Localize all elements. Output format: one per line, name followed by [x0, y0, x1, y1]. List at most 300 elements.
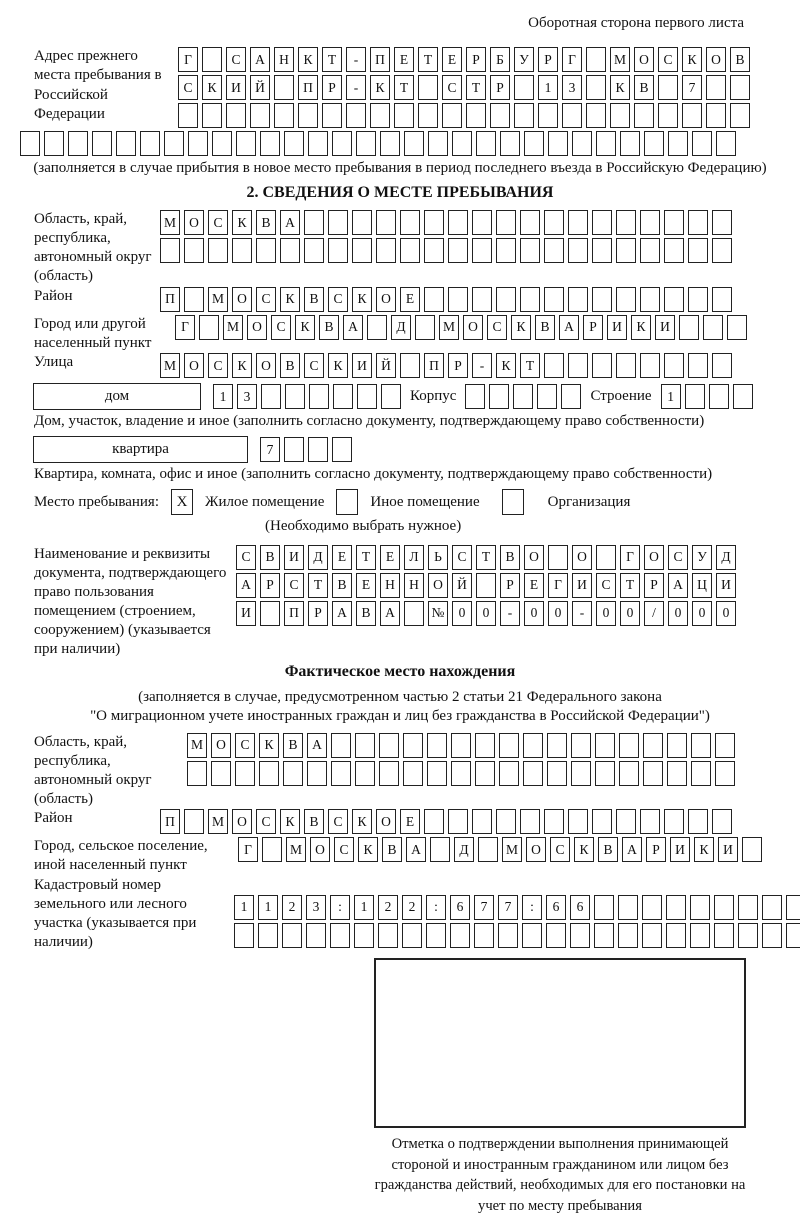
char-box — [544, 809, 564, 834]
option-label-inoe: Иное помещение — [370, 493, 480, 510]
char-box — [499, 761, 519, 786]
oblast-box-row-1 — [160, 210, 732, 235]
char-box: И — [716, 573, 736, 598]
char-box: К — [259, 733, 279, 758]
char-box — [199, 315, 219, 340]
dom-widebox: дом — [33, 383, 201, 410]
char-box: С — [208, 210, 228, 235]
char-box: П — [160, 809, 180, 834]
char-box — [226, 103, 246, 128]
char-box: С — [208, 353, 228, 378]
char-box: Е — [400, 809, 420, 834]
char-box — [544, 210, 564, 235]
char-box — [594, 895, 614, 920]
char-box — [524, 131, 544, 156]
char-box — [418, 75, 438, 100]
char-box: С — [304, 353, 324, 378]
char-box — [685, 384, 705, 409]
char-box — [328, 238, 348, 263]
char-box — [428, 131, 448, 156]
char-box: М — [160, 353, 180, 378]
char-box: В — [598, 837, 618, 862]
char-box — [184, 809, 204, 834]
char-box — [465, 384, 485, 409]
char-box — [568, 238, 588, 263]
char-box: 2 — [282, 895, 302, 920]
char-box: Г — [548, 573, 568, 598]
char-box: А — [307, 733, 327, 758]
char-box: Н — [404, 573, 424, 598]
char-box: С — [596, 573, 616, 598]
char-box: Е — [356, 573, 376, 598]
char-box: И — [236, 601, 256, 626]
char-box — [738, 923, 758, 948]
prev-address-label: Адрес прежнего места пребывания в Российской Федерации — [34, 48, 162, 122]
char-box — [280, 238, 300, 263]
kadastr-block — [20, 876, 780, 953]
char-box — [400, 210, 420, 235]
char-box — [448, 809, 468, 834]
stroenie-label: Строение — [590, 387, 652, 404]
char-box — [688, 238, 708, 263]
char-box: Т — [520, 353, 540, 378]
char-box — [691, 761, 711, 786]
char-box — [308, 437, 328, 462]
fact-title: Фактическое место нахождения — [284, 662, 516, 680]
prev-address-caption: (заполняется в случае прибытия в новое место пребывания в период последнего въезда в Российскую Федерацию) — [33, 160, 767, 177]
char-box — [188, 131, 208, 156]
char-box: Т — [322, 47, 342, 72]
char-box — [451, 761, 471, 786]
mesto-row — [20, 489, 780, 515]
char-box — [640, 210, 660, 235]
kvartira-caption: Квартира, комната, офис и иное (заполнить согласно документу, подтверждающему право собственности) — [34, 466, 713, 483]
char-box: И — [607, 315, 627, 340]
char-box — [474, 923, 494, 948]
char-box — [691, 733, 711, 758]
char-box: 0 — [668, 601, 688, 626]
char-box — [304, 210, 324, 235]
stamp-caption: Отметка о подтверждении выполнения принимающей стороной и иностранным гражданином или лицом без гражданства действий, необходимых для его постановки на учет по месту пребывания — [374, 1136, 746, 1214]
char-box — [352, 238, 372, 263]
char-box: Р — [260, 573, 280, 598]
char-box: Ц — [692, 573, 712, 598]
char-box: Й — [250, 75, 270, 100]
char-box: С — [452, 545, 472, 570]
char-box: Р — [448, 353, 468, 378]
prev-address-rows — [178, 47, 750, 131]
char-box: Е — [394, 47, 414, 72]
char-box: И — [655, 315, 675, 340]
char-box — [178, 103, 198, 128]
char-box: О — [247, 315, 267, 340]
gorod-label: Город или другой населенный пункт — [34, 315, 152, 351]
char-box — [381, 384, 401, 409]
char-box — [522, 923, 542, 948]
char-box — [688, 287, 708, 312]
char-box — [356, 131, 376, 156]
char-box: К — [280, 287, 300, 312]
char-box: С — [442, 75, 462, 100]
char-box: О — [184, 210, 204, 235]
char-box — [274, 103, 294, 128]
char-box — [304, 238, 324, 263]
char-box — [596, 131, 616, 156]
char-box: А — [622, 837, 642, 862]
char-box: 7 — [682, 75, 702, 100]
char-box: К — [298, 47, 318, 72]
char-box — [309, 384, 329, 409]
char-box — [619, 733, 639, 758]
char-box: Й — [376, 353, 396, 378]
char-box — [619, 761, 639, 786]
char-box — [476, 131, 496, 156]
char-box: К — [610, 75, 630, 100]
char-box: К — [631, 315, 651, 340]
char-box: К — [202, 75, 222, 100]
char-box — [642, 895, 662, 920]
char-box: О — [232, 809, 252, 834]
char-box — [640, 809, 660, 834]
char-box — [682, 103, 702, 128]
char-box: С — [226, 47, 246, 72]
char-box — [426, 923, 446, 948]
char-box: О — [428, 573, 448, 598]
char-box: 3 — [237, 384, 257, 409]
char-box: Е — [442, 47, 462, 72]
char-box: А — [280, 210, 300, 235]
char-box: А — [559, 315, 579, 340]
char-box — [430, 837, 450, 862]
char-box — [568, 287, 588, 312]
char-box: М — [187, 733, 207, 758]
fact-oblast-rows — [187, 733, 735, 789]
char-box — [730, 103, 750, 128]
char-box: Д — [391, 315, 411, 340]
char-box — [322, 103, 342, 128]
char-box — [259, 761, 279, 786]
char-box: 7 — [474, 895, 494, 920]
char-box — [762, 923, 782, 948]
char-box — [733, 384, 753, 409]
char-box: А — [668, 573, 688, 598]
char-box — [714, 923, 734, 948]
char-box — [68, 131, 88, 156]
oblast-block — [20, 210, 780, 287]
char-box: Т — [418, 47, 438, 72]
char-box — [400, 353, 420, 378]
char-box — [642, 923, 662, 948]
char-box: О — [256, 353, 276, 378]
char-box — [403, 733, 423, 758]
char-box: К — [295, 315, 315, 340]
char-box: : — [522, 895, 542, 920]
char-box: 1 — [213, 384, 233, 409]
char-box: 0 — [452, 601, 472, 626]
kvartira-widebox: квартира — [33, 436, 248, 463]
char-box — [520, 809, 540, 834]
char-box: В — [283, 733, 303, 758]
char-box: К — [352, 809, 372, 834]
char-box: С — [256, 809, 276, 834]
char-box — [706, 75, 726, 100]
char-box — [403, 761, 423, 786]
char-box — [520, 238, 540, 263]
checkbox-zhiloe-pomeshchenie: X — [171, 489, 193, 515]
char-box: 2 — [402, 895, 422, 920]
char-box — [332, 437, 352, 462]
char-box — [548, 545, 568, 570]
char-box: В — [500, 545, 520, 570]
char-box — [490, 103, 510, 128]
char-box: Е — [332, 545, 352, 570]
char-box: О — [232, 287, 252, 312]
char-box: С — [487, 315, 507, 340]
header-note: Оборотная сторона первого листа — [528, 15, 744, 31]
char-box — [544, 287, 564, 312]
dom-caption: Дом, участок, владение и иное (заполнить согласно документу, подтверждающему право собственности) — [34, 412, 705, 429]
char-box — [476, 573, 496, 598]
char-box — [592, 287, 612, 312]
gorod-block — [20, 315, 780, 353]
char-box: Т — [356, 545, 376, 570]
char-box: О — [310, 837, 330, 862]
char-box — [379, 761, 399, 786]
char-box — [236, 131, 256, 156]
char-box — [640, 287, 660, 312]
char-box: - — [472, 353, 492, 378]
char-box: С — [328, 287, 348, 312]
char-box: Т — [308, 573, 328, 598]
char-box — [496, 809, 516, 834]
char-box — [667, 733, 687, 758]
char-box: О — [376, 809, 396, 834]
char-box — [331, 733, 351, 758]
char-box — [568, 809, 588, 834]
char-box — [594, 923, 614, 948]
char-box — [690, 923, 710, 948]
char-box — [544, 238, 564, 263]
char-box — [592, 238, 612, 263]
char-box — [537, 384, 557, 409]
prev-address-block — [20, 47, 780, 131]
char-box — [354, 923, 374, 948]
char-box: С — [334, 837, 354, 862]
section2-title: 2. СВЕДЕНИЯ О МЕСТЕ ПРЕБЫВАНИЯ — [246, 184, 554, 202]
char-box — [688, 353, 708, 378]
char-box: 0 — [716, 601, 736, 626]
char-box — [442, 103, 462, 128]
fact-caption-line-1: (заполняется в случае, предусмотренном частью 2 статьи 21 Федерального закона — [138, 689, 662, 706]
doc-box-row-2 — [236, 573, 736, 598]
char-box: М — [610, 47, 630, 72]
char-box — [355, 733, 375, 758]
char-box — [547, 761, 567, 786]
char-box: В — [535, 315, 555, 340]
raion-label: Район — [34, 287, 73, 304]
char-box — [688, 809, 708, 834]
char-box — [620, 131, 640, 156]
char-box — [212, 131, 232, 156]
char-box: К — [328, 353, 348, 378]
char-box — [250, 103, 270, 128]
kvartira-row — [20, 436, 780, 463]
char-box — [679, 315, 699, 340]
char-box — [742, 837, 762, 862]
char-box: Р — [583, 315, 603, 340]
char-box: Ь — [428, 545, 448, 570]
kadastr-box-row-2 — [234, 923, 800, 948]
char-box — [308, 131, 328, 156]
char-box: К — [280, 809, 300, 834]
char-box — [427, 733, 447, 758]
char-box: Т — [394, 75, 414, 100]
char-box — [616, 210, 636, 235]
char-box: В — [260, 545, 280, 570]
char-box: А — [380, 601, 400, 626]
char-box — [44, 131, 64, 156]
char-box — [523, 733, 543, 758]
char-box — [261, 384, 281, 409]
char-box — [712, 238, 732, 263]
char-box: - — [500, 601, 520, 626]
char-box: С — [256, 287, 276, 312]
char-box — [452, 131, 472, 156]
char-box: М — [223, 315, 243, 340]
char-box — [546, 923, 566, 948]
char-box: : — [426, 895, 446, 920]
char-box: 1 — [354, 895, 374, 920]
oblast-rows — [160, 210, 732, 266]
char-box — [489, 384, 509, 409]
char-box — [499, 733, 519, 758]
char-box: - — [346, 75, 366, 100]
char-box — [500, 131, 520, 156]
char-box — [730, 75, 750, 100]
doc-label: Наименование и реквизиты документа, подтверждающего право пользования помещением (строением, сооружением) (указывается при наличии) — [34, 545, 227, 658]
char-box: У — [692, 545, 712, 570]
dom-row — [20, 383, 780, 410]
char-box: И — [670, 837, 690, 862]
fact-raion-block — [20, 809, 780, 837]
char-box: 7 — [498, 895, 518, 920]
char-box: Г — [620, 545, 640, 570]
char-box — [404, 601, 424, 626]
char-box: Т — [466, 75, 486, 100]
doc-box-row-1 — [236, 545, 736, 570]
char-box: Р — [500, 573, 520, 598]
kvartira-box-row — [260, 437, 352, 462]
char-box — [380, 131, 400, 156]
korpus-box-row — [465, 384, 581, 409]
char-box: Р — [538, 47, 558, 72]
char-box — [709, 384, 729, 409]
char-box: К — [574, 837, 594, 862]
char-box — [466, 103, 486, 128]
char-box: О — [644, 545, 664, 570]
char-box — [664, 238, 684, 263]
char-box: Е — [524, 573, 544, 598]
char-box — [562, 103, 582, 128]
char-box — [572, 131, 592, 156]
char-box — [424, 210, 444, 235]
char-box: К — [370, 75, 390, 100]
char-box: К — [232, 353, 252, 378]
char-box: Г — [175, 315, 195, 340]
char-box — [475, 733, 495, 758]
char-box — [448, 238, 468, 263]
char-box — [418, 103, 438, 128]
char-box: С — [668, 545, 688, 570]
char-box: Н — [380, 573, 400, 598]
char-box — [235, 761, 255, 786]
char-box — [424, 287, 444, 312]
char-box — [376, 238, 396, 263]
doc-rows — [236, 545, 736, 629]
prev-address-box-row-3 — [178, 103, 750, 128]
char-box — [523, 761, 543, 786]
oblast-box-row-2 — [160, 238, 732, 263]
ulitsa-box-row — [160, 353, 732, 378]
char-box — [715, 761, 735, 786]
char-box: С — [235, 733, 255, 758]
char-box — [664, 287, 684, 312]
fact-captions — [20, 688, 780, 726]
char-box: К — [496, 353, 516, 378]
char-box — [116, 131, 136, 156]
char-box: К — [694, 837, 714, 862]
char-box — [367, 315, 387, 340]
char-box — [514, 75, 534, 100]
char-box: К — [232, 210, 252, 235]
checkbox-inoe-pomeshchenie — [336, 489, 358, 515]
prev-address-box-row-2 — [178, 75, 750, 100]
char-box: В — [304, 287, 324, 312]
char-box — [616, 238, 636, 263]
char-box — [427, 761, 447, 786]
char-box: - — [572, 601, 592, 626]
char-box — [520, 287, 540, 312]
char-box: 0 — [596, 601, 616, 626]
char-box: / — [644, 601, 664, 626]
char-box — [451, 733, 471, 758]
char-box — [712, 353, 732, 378]
char-box: О — [572, 545, 592, 570]
fact-oblast-box-row-1 — [187, 733, 735, 758]
char-box — [592, 353, 612, 378]
char-box — [402, 923, 422, 948]
char-box — [472, 238, 492, 263]
stamp-section — [374, 958, 746, 1216]
fact-caption-line-2: "О миграционном учете иностранных граждан и лиц без гражданства в Российской Федерации") — [90, 708, 710, 725]
char-box — [666, 923, 686, 948]
char-box — [472, 210, 492, 235]
char-box — [260, 131, 280, 156]
char-box — [164, 131, 184, 156]
char-box — [538, 103, 558, 128]
char-box: В — [382, 837, 402, 862]
char-box: С — [236, 545, 256, 570]
char-box — [618, 923, 638, 948]
fact-oblast-box-row-2 — [187, 761, 735, 786]
char-box — [715, 733, 735, 758]
char-box: 1 — [258, 895, 278, 920]
char-box: С — [658, 47, 678, 72]
prev-address-box-row-1 — [178, 47, 750, 72]
char-box — [616, 809, 636, 834]
char-box: И — [572, 573, 592, 598]
char-box — [762, 895, 782, 920]
